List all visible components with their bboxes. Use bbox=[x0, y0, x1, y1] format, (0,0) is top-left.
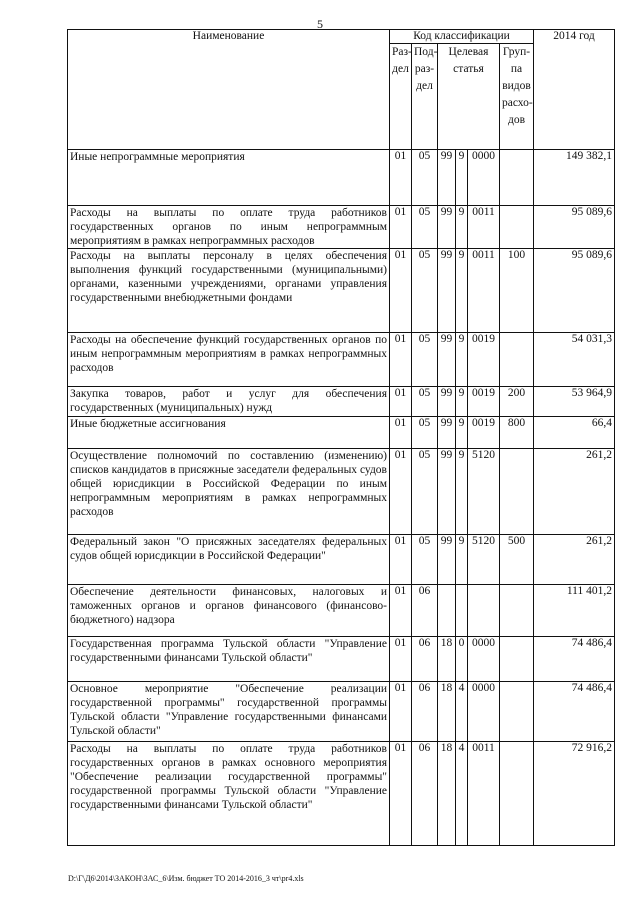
cell-target-program: 99 bbox=[438, 249, 456, 333]
cell-name: Федеральный закон "О присяжных заседателях федеральных судов общей юрисдикции в Российской Федерации" bbox=[68, 535, 390, 585]
cell-amount: 149 382,1 bbox=[534, 150, 615, 206]
cell-expense-type bbox=[500, 742, 534, 846]
cell-expense-type: 800 bbox=[500, 417, 534, 449]
cell-target-subprogram: 9 bbox=[456, 449, 468, 535]
cell-podrazdel: 05 bbox=[412, 333, 438, 387]
cell-razdel: 01 bbox=[390, 206, 412, 249]
cell-amount: 53 964,9 bbox=[534, 387, 615, 417]
cell-razdel: 01 bbox=[390, 249, 412, 333]
column-header-year: 2014 год bbox=[534, 30, 615, 150]
cell-amount: 54 031,3 bbox=[534, 333, 615, 387]
table-row bbox=[68, 535, 615, 585]
cell-podrazdel: 05 bbox=[412, 387, 438, 417]
column-header-code: Код классификации bbox=[390, 30, 534, 44]
cell-name: Государственная программа Тульской области "Управление государственными финансами Тульской области" bbox=[68, 637, 390, 682]
table-row bbox=[68, 333, 615, 387]
cell-name: Основное мероприятие "Обеспечение реализации государственной программы" государственной программы Тульской области "Управление государственными финансами Тульской области" bbox=[68, 682, 390, 742]
cell-target-subprogram: 9 bbox=[456, 150, 468, 206]
column-header-tselevaya: Целевая статья bbox=[438, 44, 500, 150]
cell-target-subprogram: 9 bbox=[456, 535, 468, 585]
cell-razdel: 01 bbox=[390, 682, 412, 742]
cell-razdel: 01 bbox=[390, 387, 412, 417]
cell-name: Расходы на выплаты по оплате труда работников государственных органов в рамках основного мероприятия "Обеспечение реализации государственной программы" государственной программы Тульской области "Управление государственными финансами Тульской области" bbox=[68, 742, 390, 846]
cell-podrazdel: 06 bbox=[412, 585, 438, 637]
cell-razdel: 01 bbox=[390, 637, 412, 682]
cell-amount: 111 401,2 bbox=[534, 585, 615, 637]
cell-target-program: 99 bbox=[438, 417, 456, 449]
cell-expense-type bbox=[500, 585, 534, 637]
cell-target-subprogram: 9 bbox=[456, 206, 468, 249]
cell-target-program: 99 bbox=[438, 449, 456, 535]
table-row bbox=[68, 682, 615, 742]
cell-amount: 72 916,2 bbox=[534, 742, 615, 846]
table-row bbox=[68, 449, 615, 535]
cell-target-direction: 5120 bbox=[468, 535, 500, 585]
cell-target-direction: 0019 bbox=[468, 387, 500, 417]
cell-target-direction: 0019 bbox=[468, 417, 500, 449]
cell-name: Расходы на выплаты персоналу в целях обеспечения выполнения функций государственными (муниципальными) органами, казенными учреждениями, органами управления государственными внебюджетными фондами bbox=[68, 249, 390, 333]
cell-expense-type bbox=[500, 637, 534, 682]
cell-target-direction: 0019 bbox=[468, 333, 500, 387]
cell-expense-type bbox=[500, 449, 534, 535]
cell-target-direction bbox=[468, 585, 500, 637]
cell-razdel: 01 bbox=[390, 535, 412, 585]
table-row bbox=[68, 637, 615, 682]
cell-target-program: 18 bbox=[438, 742, 456, 846]
cell-target-subprogram: 9 bbox=[456, 387, 468, 417]
cell-expense-type bbox=[500, 333, 534, 387]
table-row bbox=[68, 249, 615, 333]
table-row bbox=[68, 206, 615, 249]
cell-target-program: 18 bbox=[438, 682, 456, 742]
cell-razdel: 01 bbox=[390, 150, 412, 206]
cell-amount: 95 089,6 bbox=[534, 249, 615, 333]
cell-podrazdel: 05 bbox=[412, 206, 438, 249]
cell-razdel: 01 bbox=[390, 742, 412, 846]
cell-expense-type: 100 bbox=[500, 249, 534, 333]
table-row bbox=[68, 150, 615, 206]
page-number: 5 bbox=[317, 17, 323, 31]
cell-razdel: 01 bbox=[390, 449, 412, 535]
cell-podrazdel: 06 bbox=[412, 682, 438, 742]
cell-name: Расходы на обеспечение функций государственных органов по иным непрограммным мероприятиям в рамках непрограммных расходов bbox=[68, 333, 390, 387]
cell-amount: 261,2 bbox=[534, 535, 615, 585]
column-header-razdel: Раз- дел bbox=[390, 44, 412, 150]
cell-target-direction: 0011 bbox=[468, 206, 500, 249]
cell-target-direction: 0000 bbox=[468, 682, 500, 742]
cell-target-subprogram: 9 bbox=[456, 333, 468, 387]
column-header-gruppa: Груп- па видов расхо- дов bbox=[500, 44, 534, 150]
cell-target-program: 18 bbox=[438, 637, 456, 682]
cell-target-subprogram: 9 bbox=[456, 249, 468, 333]
cell-name: Расходы на выплаты по оплате труда работников государственных органов по иным непрограммным мероприятиям в рамках непрограммных расходов bbox=[68, 206, 390, 249]
column-header-name: Наименование bbox=[68, 30, 390, 150]
cell-name: Осуществление полномочий по составлению (изменению) списков кандидатов в присяжные заседатели федеральных судов общей юрисдикции в Российской Федерации по иным непрограммным мероприятиям в рамках непрограммных расходов bbox=[68, 449, 390, 535]
cell-expense-type bbox=[500, 682, 534, 742]
cell-name: Закупка товаров, работ и услуг для обеспечения государственных (муниципальных) нужд bbox=[68, 387, 390, 417]
cell-podrazdel: 05 bbox=[412, 150, 438, 206]
cell-target-subprogram: 9 bbox=[456, 417, 468, 449]
cell-target-direction: 0000 bbox=[468, 637, 500, 682]
cell-razdel: 01 bbox=[390, 333, 412, 387]
cell-target-subprogram: 4 bbox=[456, 742, 468, 846]
cell-target-program: 99 bbox=[438, 206, 456, 249]
cell-target-program: 99 bbox=[438, 535, 456, 585]
cell-target-direction: 0000 bbox=[468, 150, 500, 206]
cell-podrazdel: 05 bbox=[412, 535, 438, 585]
table-row bbox=[68, 417, 615, 449]
table-row bbox=[68, 387, 615, 417]
cell-name: Обеспечение деятельности финансовых, налоговых и таможенных органов и органов финансового (финансово-бюджетного) надзора bbox=[68, 585, 390, 637]
cell-target-direction: 0011 bbox=[468, 249, 500, 333]
cell-amount: 261,2 bbox=[534, 449, 615, 535]
cell-target-subprogram: 0 bbox=[456, 637, 468, 682]
cell-amount: 74 486,4 bbox=[534, 682, 615, 742]
cell-razdel: 01 bbox=[390, 585, 412, 637]
cell-target-program: 99 bbox=[438, 150, 456, 206]
cell-name: Иные непрограммные мероприятия bbox=[68, 150, 390, 206]
cell-amount: 95 089,6 bbox=[534, 206, 615, 249]
table-row bbox=[68, 585, 615, 637]
cell-expense-type bbox=[500, 150, 534, 206]
cell-expense-type bbox=[500, 206, 534, 249]
cell-podrazdel: 06 bbox=[412, 637, 438, 682]
cell-razdel: 01 bbox=[390, 417, 412, 449]
cell-amount: 66,4 bbox=[534, 417, 615, 449]
cell-expense-type: 200 bbox=[500, 387, 534, 417]
cell-name: Иные бюджетные ассигнования bbox=[68, 417, 390, 449]
cell-amount: 74 486,4 bbox=[534, 637, 615, 682]
cell-target-program: 99 bbox=[438, 387, 456, 417]
header-row bbox=[68, 30, 615, 44]
column-header-podrazdel: Под- раз- дел bbox=[412, 44, 438, 150]
budget-table bbox=[67, 29, 615, 846]
cell-expense-type: 500 bbox=[500, 535, 534, 585]
cell-target-subprogram: 4 bbox=[456, 682, 468, 742]
cell-target-direction: 5120 bbox=[468, 449, 500, 535]
cell-target-direction: 0011 bbox=[468, 742, 500, 846]
cell-target-program: 99 bbox=[438, 333, 456, 387]
file-path-footer: D:\Г\Д6\2014\ЗАКОН\ЗАС_6\Изм. бюджет ТО 2014-2016_3 чт\pr4.xls bbox=[68, 874, 304, 883]
cell-podrazdel: 05 bbox=[412, 417, 438, 449]
cell-target-program bbox=[438, 585, 456, 637]
table-row bbox=[68, 742, 615, 846]
cell-podrazdel: 05 bbox=[412, 249, 438, 333]
cell-podrazdel: 06 bbox=[412, 742, 438, 846]
cell-target-subprogram bbox=[456, 585, 468, 637]
cell-podrazdel: 05 bbox=[412, 449, 438, 535]
